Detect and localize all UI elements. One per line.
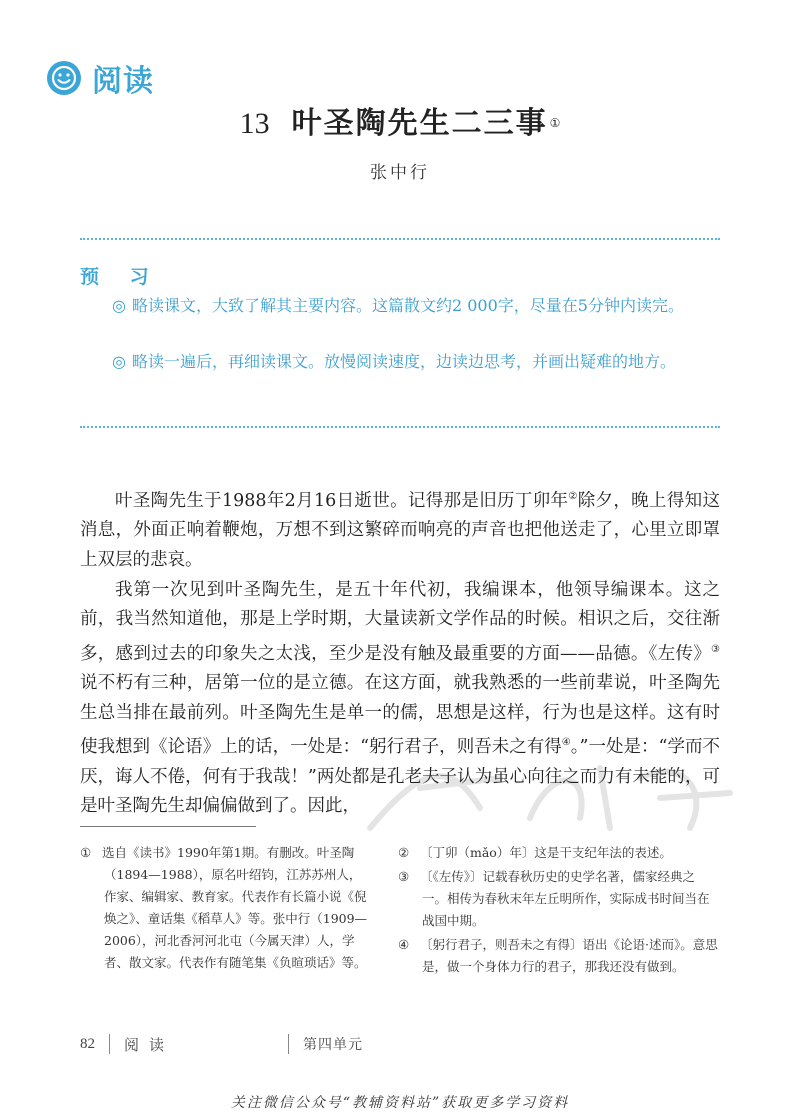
footnote (398, 934, 718, 978)
lesson-number: 13 (239, 107, 270, 140)
footnotes-right-column (398, 842, 718, 980)
preview-bottom-rule (80, 426, 720, 428)
footer-divider (109, 1034, 110, 1054)
footnote-ref[interactable]: ④ (561, 737, 571, 749)
footnote-number: ④ (398, 937, 410, 952)
preview-item (80, 348, 720, 375)
footnotes-left-column (80, 842, 370, 976)
lesson-title-block (0, 98, 800, 142)
footnote (80, 842, 370, 974)
footer-divider (288, 1034, 289, 1054)
footnote (398, 842, 718, 864)
watermark-image (360, 748, 740, 838)
section-title: 阅读 (92, 64, 154, 99)
bullet-icon: ◎ (112, 296, 126, 315)
footnote-number: ② (398, 845, 410, 860)
smiley-icon (46, 60, 82, 96)
footnote-number: ① (80, 845, 92, 860)
footnote-text: 选自《读书》1990年第1期。有删改。叶圣陶（1894—1988），原名叶绍钧，江苏苏州人，作家、编辑家、教育家。代表作有长篇小说《倪焕之》、童话集《稻草人》等。张中行（1909—2006），河北香河河北屯（今属天津）人，学者、散文家。代表作有随笔集《负暄琐话》等。 (102, 845, 368, 970)
page-number: 82 (80, 1035, 95, 1052)
footnote-text: 〔躬行君子，则吾未之有得〕语出《论语·述而》。意思是，做一个身体力行的君子，那我还没有做到。 (420, 937, 718, 974)
paragraph (80, 482, 720, 576)
footnote-ref[interactable]: ③ (711, 643, 720, 655)
text-run: 我第一次见到叶圣陶先生，是五十年代初，我编课本，他领导编课本。这之前，我当然知道他，那是上学时期，大量读新文学作品的时候。相识之后，交往渐多，感到过去的印象失之太浅，至少是没有触及最重要的方面——品德。《左传》 (80, 579, 720, 664)
footnote-ref[interactable]: ② (568, 491, 578, 502)
text-run: 除夕，晚上得知这消息，外面正响着鞭炮，万想不到这繁碎而响亮的声音也把他送走了，心里立即罩上双层的悲哀。 (80, 490, 721, 571)
page-footer (80, 1032, 363, 1056)
section-label (46, 58, 154, 98)
text-run: 说不朽有三种，居第一位的是立德。在这方面，就我熟悉的一些前辈说，叶圣陶先生总当排在最前列。叶圣陶先生是单一的儒，思想是这样，行为也是这样。这有时使我想到《论语》上的话，一处是：“躬行君子，则吾未之有得 (80, 673, 720, 758)
bottom-promo-note: 关注微信公众号“教辅资料站”获取更多学习资料 (230, 1095, 570, 1111)
footnote (398, 866, 718, 932)
footnote-text: 〔丁卯（mǎo）年〕这是干支纪年法的表述。 (420, 845, 672, 860)
preview-top-rule (80, 238, 720, 240)
author-name: 张中行 (370, 163, 430, 183)
bullet-icon: ◎ (112, 352, 126, 371)
text-run: 叶圣陶先生于1988年2月16日逝世。记得那是旧历丁卯年 (115, 490, 569, 511)
preview-item-text: 略读一遍后，再细读课文。放慢阅读速度，边读边思考，并画出疑难的地方。 (131, 352, 676, 371)
lesson-title: 叶圣陶先生二三事 (291, 106, 548, 141)
preview-item (80, 292, 720, 319)
footnote-text: 〔《左传》〕记载春秋历史的史学名著，儒家经典之一。相传为春秋末年左丘明所作，实际成书时间当在战国中期。 (420, 869, 710, 928)
footer-unit-label: 第四单元 (303, 1037, 363, 1053)
text-run: 。”一处是：“学而不厌，诲人不倦，何有于我哉！”两处都是孔老夫子认为虽心向往之而力有未能的，可是叶圣陶先生却偏偏做到了。因此， (80, 737, 720, 817)
preview-title: 预 习 (80, 266, 161, 288)
lesson-footnote-ref[interactable]: ① (549, 115, 561, 130)
footer-section-label: 阅读 (124, 1035, 175, 1054)
footnote-rule (80, 826, 256, 827)
preview-item-text: 略读课文，大致了解其主要内容。这篇散文约2 000字，尽量在5分钟内读完。 (131, 296, 684, 315)
footnote-number: ③ (398, 869, 410, 884)
